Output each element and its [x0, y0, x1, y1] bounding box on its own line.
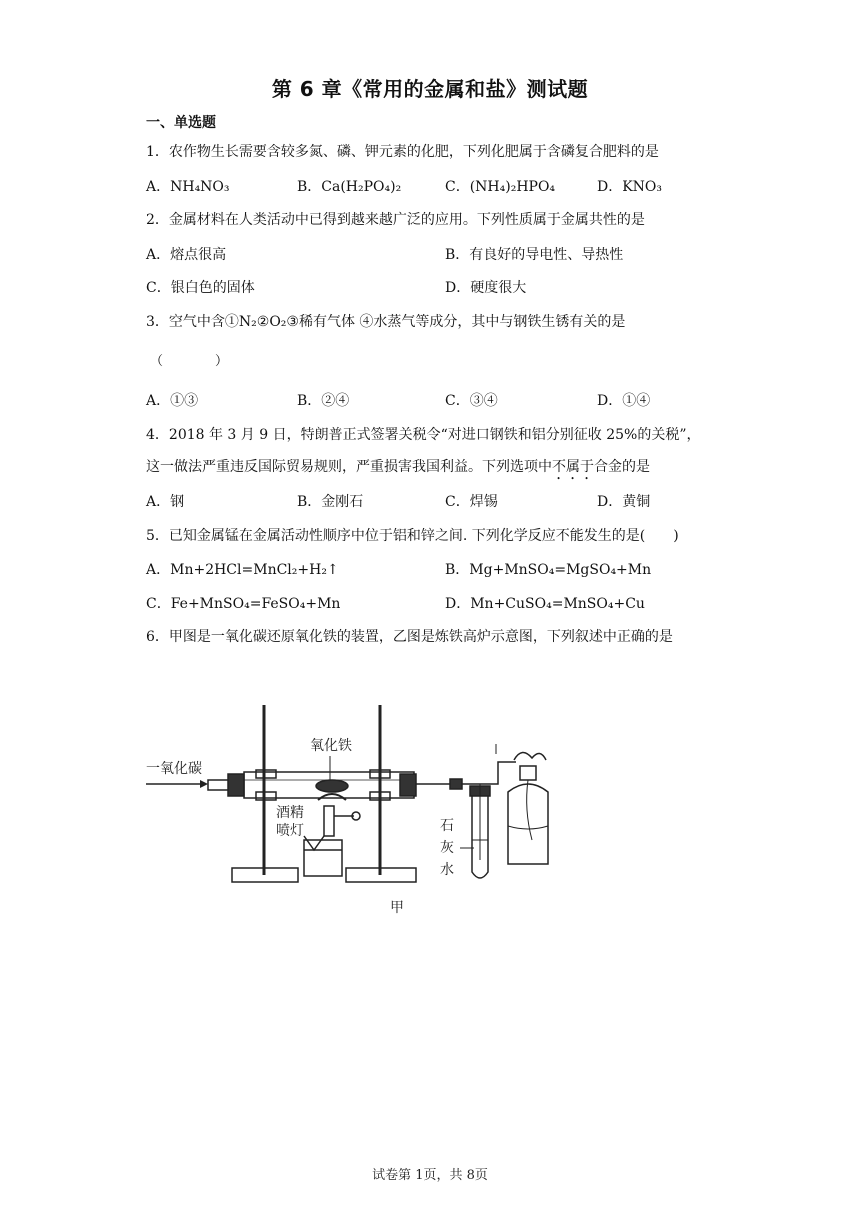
- iron-oxide-sample: [316, 780, 348, 792]
- alcohol-lamp-body: [508, 784, 548, 864]
- question-5-stem: 5．已知金属锰在金属活动性顺序中位于铝和锌之间. 下列化学反应不能发生的是( ): [146, 528, 679, 544]
- apparatus-diagram: [144, 700, 564, 920]
- alcohol-lamp-neck: [520, 766, 536, 780]
- q3-answer-blank: （ ）: [150, 354, 229, 369]
- lamp-body: [304, 840, 342, 876]
- figure-caption: 甲: [390, 900, 404, 916]
- question-6-stem: 6．甲图是一氧化碳还原氧化铁的装置，乙图是炼铁高炉示意图，下列叙述中正确的是: [146, 629, 673, 645]
- q4-option-b: B．金刚石: [297, 494, 364, 510]
- lime-label-3: 水: [440, 862, 454, 878]
- q4-emphasis: 不属于: [552, 459, 594, 475]
- page-footer: 试卷第 1页，共 8页: [372, 1168, 488, 1183]
- flame: [318, 794, 346, 800]
- question-4-stem-line1: 4．2018 年 3 月 9 日，特朗普正式签署关税令“对进口钢铁和铝分别征收 25%的关税”，: [146, 427, 701, 443]
- tube-joint: [450, 779, 462, 789]
- lime-label-1: 石: [440, 818, 454, 834]
- lamp-label-1: 酒精: [276, 805, 304, 821]
- q3-option-a: A．①③: [146, 393, 199, 409]
- arrow-head: [200, 780, 208, 788]
- q2-option-b: B．有良好的导电性、导热性: [445, 247, 624, 263]
- q3-option-c: C．③④: [445, 393, 498, 409]
- section-heading: 一、单选题: [146, 115, 216, 131]
- q4-option-c: C．焊锡: [445, 494, 498, 510]
- lamp-tube: [324, 806, 334, 836]
- question-1-stem: 1．农作物生长需要含较多氮、磷、钾元素的化肥，下列化肥属于含磷复合肥料的是: [146, 144, 659, 160]
- lamp-wick: [527, 780, 532, 840]
- q4-option-a: A．钢: [146, 494, 185, 510]
- q2-option-a: A．熔点很高: [146, 247, 227, 263]
- q1-option-d: D．KNO₃: [597, 179, 663, 195]
- right-stopper: [400, 774, 416, 796]
- co-label: 一氧化碳: [146, 761, 202, 777]
- left-stopper: [228, 774, 244, 796]
- question-4-stem-line2: 这一做法严重违反国际贸易规则，严重损害我国利益。下列选项中不属于合金的是: [146, 459, 650, 475]
- q2-option-c: C．银白色的固体: [146, 280, 255, 296]
- q1-option-a: A．NH₄NO₃: [146, 179, 230, 195]
- lamp-handle: [304, 836, 324, 850]
- left-clamp-top: [256, 770, 276, 778]
- q5-option-a: A．Mn+2HCl=MnCl₂+H₂↑: [146, 562, 339, 578]
- left-clamp-bottom: [256, 792, 276, 800]
- page-title: 第 6 章《常用的金属和盐》测试题: [271, 77, 589, 101]
- q1-option-b: B．Ca(H₂PO₄)₂: [297, 179, 402, 195]
- question-2-stem: 2．金属材料在人类活动中已得到越来越广泛的应用。下列性质属于金属共性的是: [146, 212, 645, 228]
- q1-option-c: C．(NH₄)₂HPO₄: [445, 179, 556, 195]
- exhaust-tube: [484, 762, 516, 784]
- q5-option-b: B．Mg+MnSO₄=MgSO₄+Mn: [445, 562, 652, 578]
- q2-option-d: D．硬度很大: [445, 280, 527, 296]
- lime-label-2: 灰: [440, 840, 454, 856]
- apparatus-figure: [144, 700, 564, 924]
- q5-option-d: D．Mn+CuSO₄=MnSO₄+Cu: [445, 596, 645, 612]
- burning-flame: [514, 752, 546, 760]
- question-3-stem: 3．空气中含①N₂②O₂③稀有气体 ④水蒸气等成分，其中与钢铁生锈有关的是: [146, 314, 626, 330]
- alcohol-level: [508, 826, 548, 829]
- lamp-label-2: 喷灯: [276, 823, 304, 839]
- q3-option-b: B．②④: [297, 393, 350, 409]
- q4-option-d: D．黄铜: [597, 494, 651, 510]
- q3-option-d: D．①④: [597, 393, 651, 409]
- q5-option-c: C．Fe+MnSO₄=FeSO₄+Mn: [146, 596, 341, 612]
- fe2o3-label: 氧化铁: [310, 738, 352, 754]
